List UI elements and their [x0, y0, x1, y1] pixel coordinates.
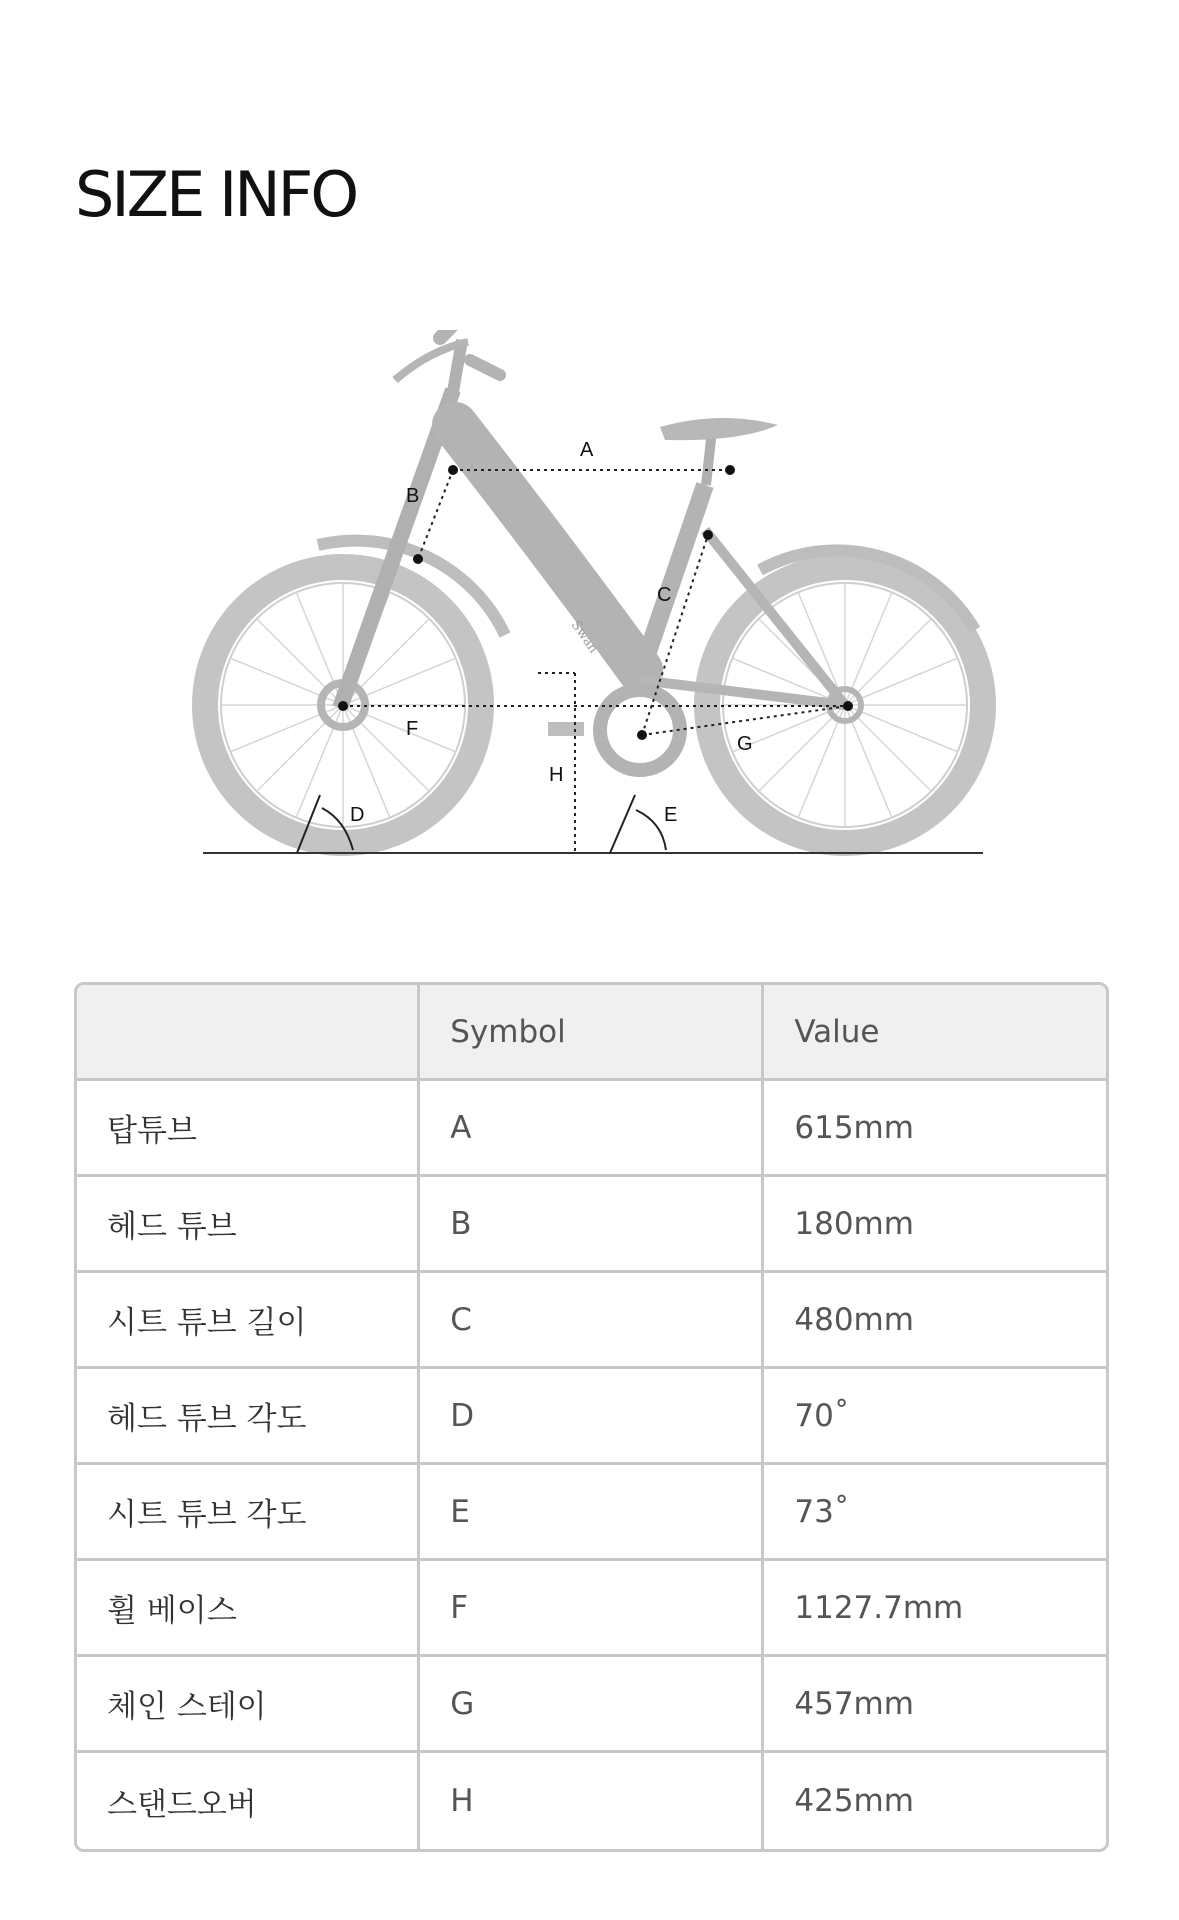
- cell-symbol: G: [420, 1657, 764, 1753]
- label-d: D: [350, 804, 365, 826]
- cell-value: 480mm: [764, 1273, 1106, 1369]
- cell-symbol: B: [420, 1177, 764, 1273]
- cell-value: 73˚: [764, 1465, 1106, 1561]
- cell-name: 스탠드오버: [77, 1753, 420, 1849]
- cell-value: 180mm: [764, 1177, 1106, 1273]
- table-row: [77, 1465, 1106, 1561]
- cell-name: 헤드 튜브: [77, 1177, 420, 1273]
- cell-value: 425mm: [794, 1783, 914, 1819]
- cell-value: 1127.7mm: [764, 1561, 1106, 1657]
- cell-symbol: C: [420, 1273, 764, 1369]
- header-symbol: Symbol: [420, 985, 764, 1081]
- cell-symbol: E: [420, 1465, 764, 1561]
- cell-symbol: D: [420, 1369, 764, 1465]
- table-row: [77, 1177, 1106, 1273]
- label-a: A: [580, 439, 594, 461]
- label-c: C: [657, 584, 672, 606]
- cell-value: 615mm: [764, 1081, 1106, 1177]
- cell-value: 70˚: [764, 1369, 1106, 1465]
- label-f: F: [406, 718, 419, 740]
- cell-symbol: F: [420, 1561, 764, 1657]
- label-b: B: [406, 485, 420, 507]
- bike-illustration: [205, 330, 983, 843]
- table-row: [77, 1273, 1106, 1369]
- label-e: E: [664, 804, 678, 826]
- bike-geometry-diagram: [0, 330, 1179, 890]
- label-g: G: [737, 733, 753, 755]
- cell-value: 457mm: [764, 1657, 1106, 1753]
- brand-mark: Swan: [567, 617, 601, 657]
- table-row: [77, 1657, 1106, 1753]
- measurement-guides: [297, 470, 848, 853]
- table-row: [77, 1561, 1106, 1657]
- cell-name: 탑튜브: [77, 1081, 420, 1177]
- table-row: [77, 1753, 1106, 1849]
- cell-name: 체인 스테이: [77, 1657, 420, 1753]
- table-row: [77, 1369, 1106, 1465]
- label-h: H: [549, 764, 564, 786]
- cell-name: 시트 튜브 각도: [77, 1465, 420, 1561]
- cell-symbol: H: [420, 1753, 764, 1849]
- header-name: [77, 985, 420, 1081]
- table-header-row: [77, 985, 1106, 1081]
- cell-name: 휠 베이스: [77, 1561, 420, 1657]
- cell-name: 시트 튜브 길이: [77, 1273, 420, 1369]
- table-row: [77, 1081, 1106, 1177]
- size-spec-table: [74, 982, 1109, 1852]
- page-title: SIZE INFO: [75, 158, 357, 231]
- cell-name: 헤드 튜브 각도: [77, 1369, 420, 1465]
- header-value: Value: [764, 985, 1106, 1081]
- cell-symbol: A: [420, 1081, 764, 1177]
